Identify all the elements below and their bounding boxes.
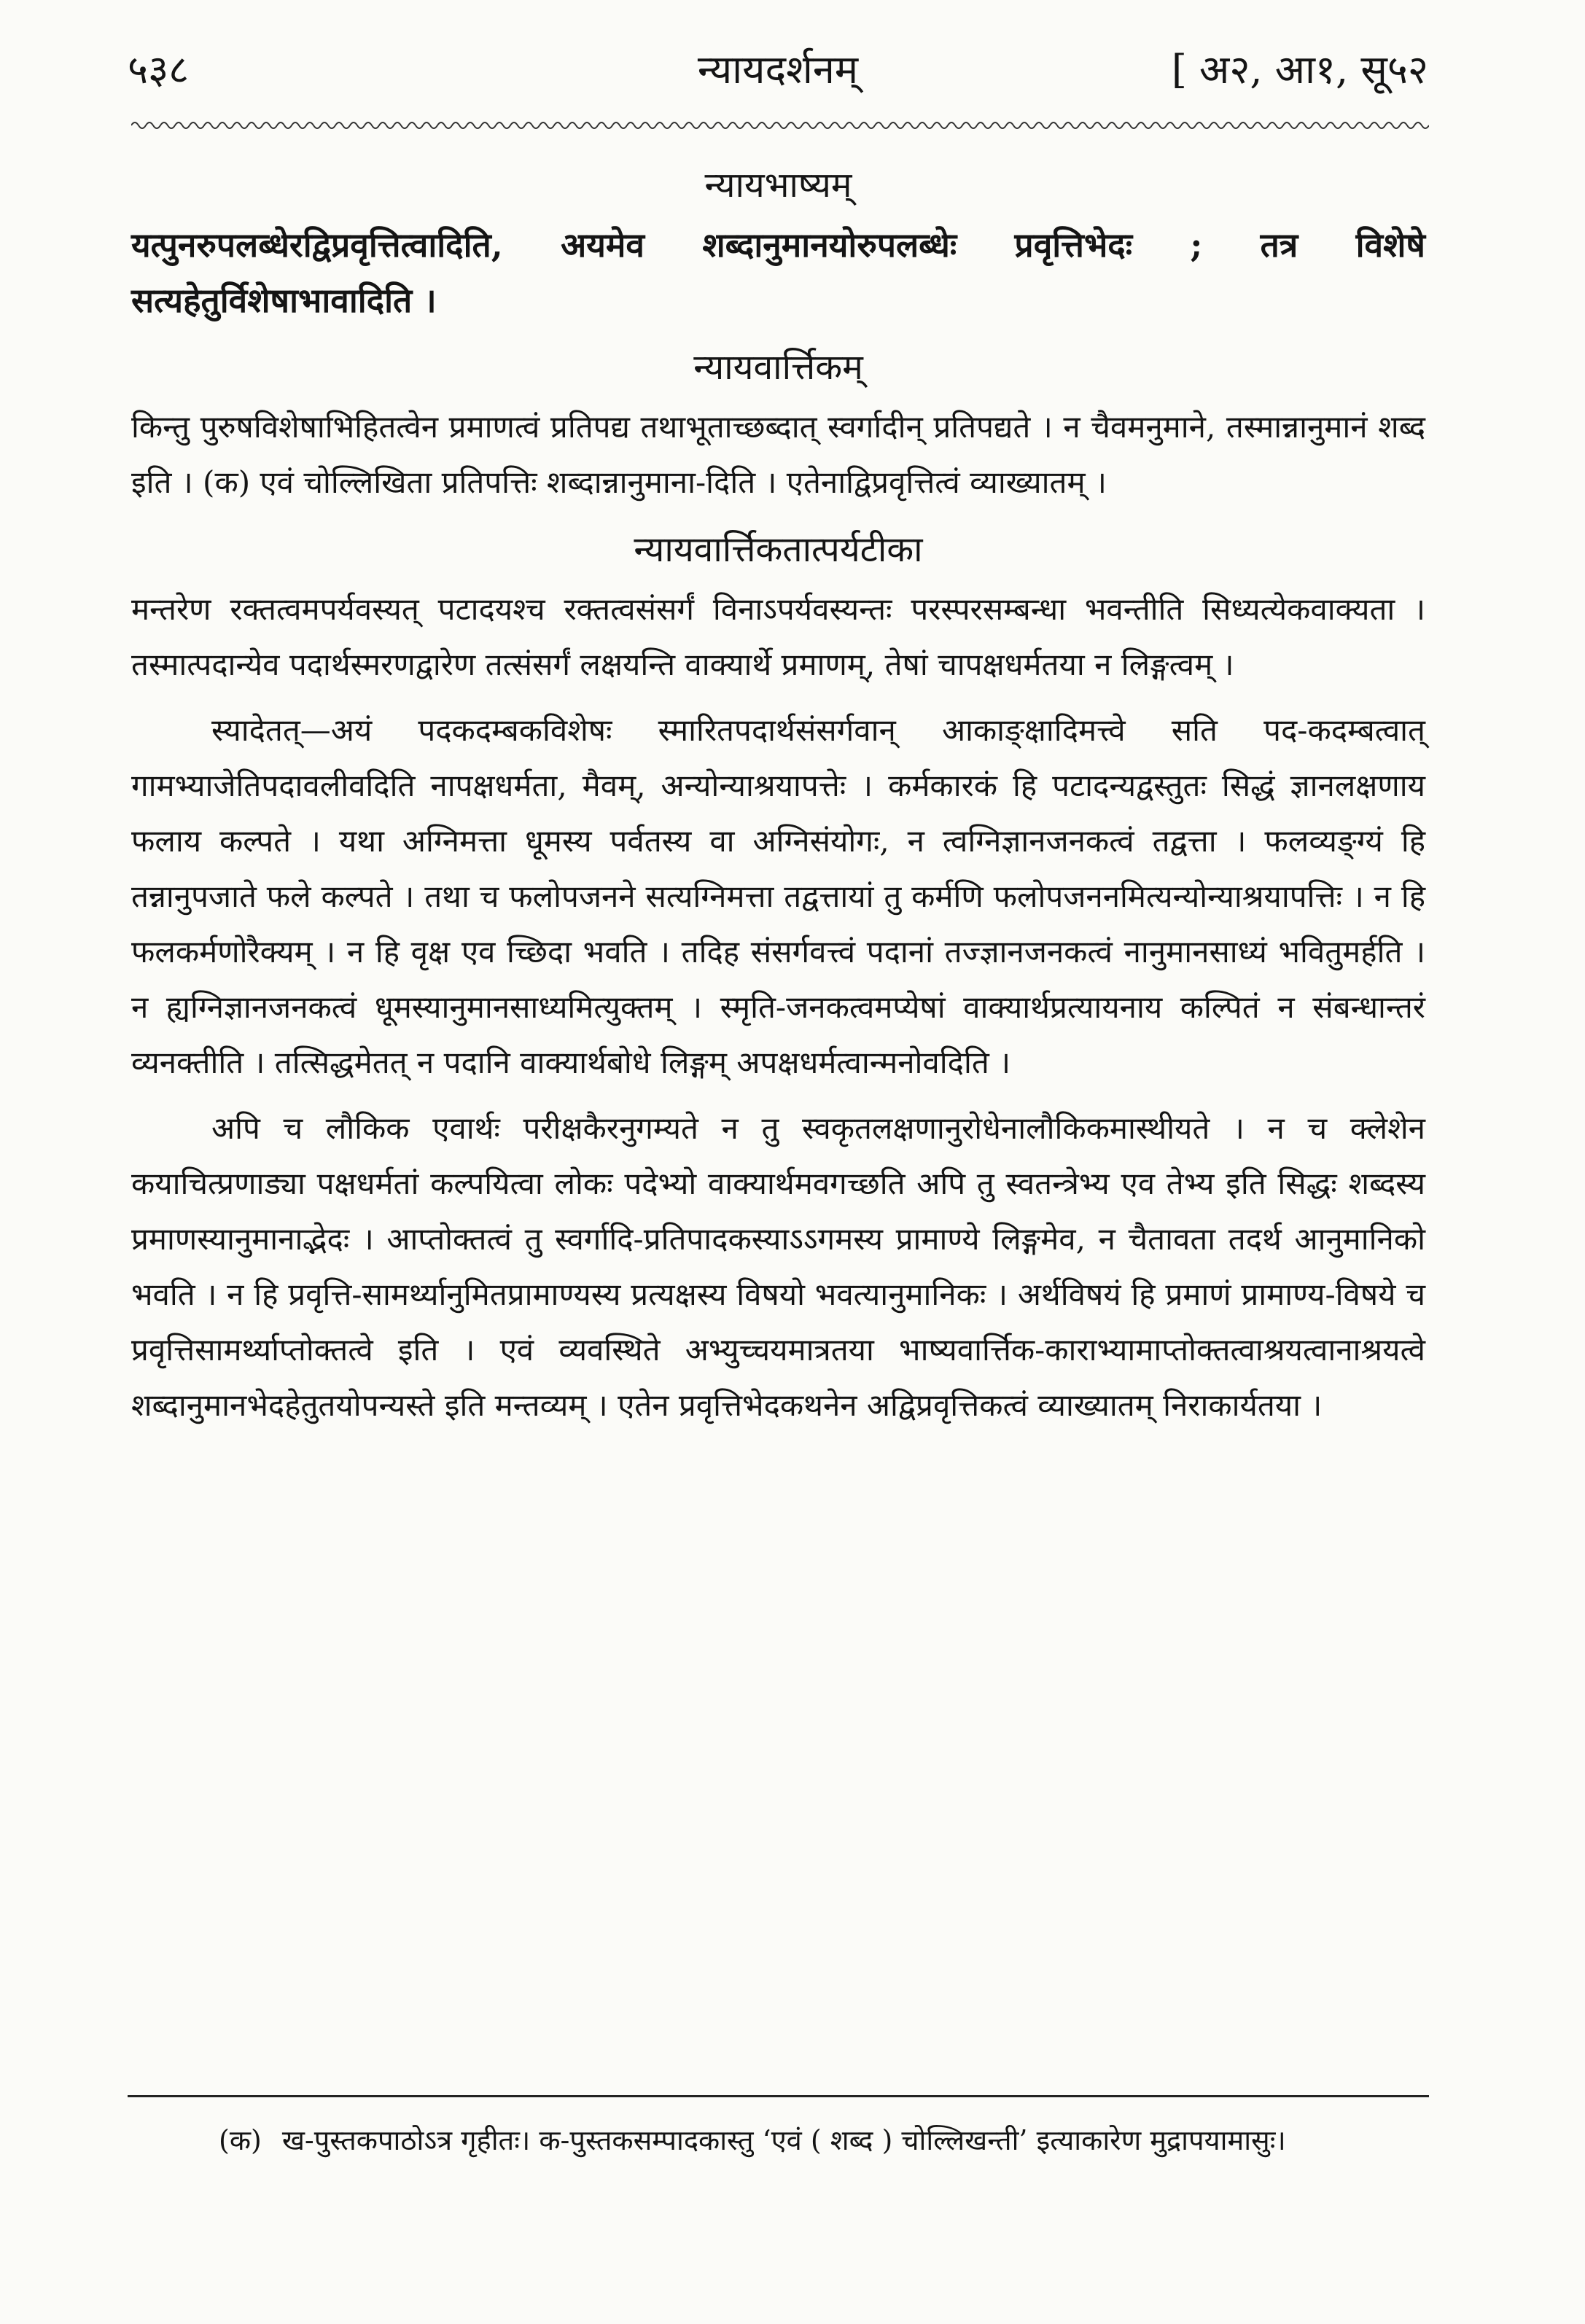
footnote-text: ख-पुस्तकपाठोऽत्र गृहीतः। क-पुस्तकसम्पादकास्तु ‘एवं ( शब्द ) चोल्लिखन्ती’ इत्याकारेण मुद्रापयामासुः। xyxy=(281,2124,1286,2156)
varttika-paragraph: किन्तु पुरुषविशेषाभिहितत्वेन प्रमाणत्वं प्रतिपद्य तथाभूताच्छब्दात् स्वर्गादीन् प्रतिपद्यते । न चैवमनुमाने, तस्मान्नानुमानं शब्द इति । (क) एवं चोल्लिखिता प्रतिपत्तिः शब्दान्नानुमाना-दिति । एतेनाद्विप्रवृत्तित्वं व्याख्यातम् । xyxy=(131,409,1425,500)
footnote-mark: (क) xyxy=(219,2124,262,2156)
section-title-bhashya: न्यायभाष्यम् xyxy=(704,165,852,206)
tika-paragraph-3: अपि च लौकिक एवार्थः परीक्षकैरनुगम्यते न तु स्वकृतलक्षणानुरोधेनालौकिकमास्थीयते । न च क्लेशेन कयाचित्प्रणाड्या पक्षधर्मतां कल्पयित्वा लोकः पदेभ्यो वाक्यार्थमवगच्छति अपि तु स्वतन्त्रेभ्य एव तेभ्य इति सिद्धः शब्दस्य प्रमाणस्यानुमानाद्भेदः । आप्तोक्तत्वं तु स्वर्गादि-प्रतिपादकस्याऽऽगमस्य प्रामाण्ये लिङ्गमेव, न चैतावता तदर्थ आनुमानिको भवति । न हि प्रवृत्ति-सामर्थ्यानुमितप्रामाण्यस्य प्रत्यक्षस्य विषयो भवत्यानुमानिकः । अर्थविषयं हि प्रमाणं प्रामाण्य-विषये च प्रवृत्तिसामर्थ्याप्तोक्तत्वे इति । एवं व्यवस्थिते अभ्युच्चयमात्रतया भाष्यवार्त्तिक-काराभ्यामाप्तोक्तत्वाश्रयत्वानाश्रयत्वे शब्दानुमानभेदहेतुतयोपन्यस्ते इति मन्तव्यम् । एतेन प्रवृत्तिभेदकथनेन अद्विप्रवृत्तिकत्वं व्याख्यातम् निराकार्यतया । xyxy=(131,1110,1425,1423)
footnote xyxy=(131,2114,1425,2167)
tika-paragraph-2: स्यादेतत्—अयं पदकदम्बकविशेषः स्मारितपदार्थसंसर्गवान् आकाङ्क्षादिमत्त्वे सति पद-कदम्बत्वात् गामभ्याजेतिपदावलीवदिति नापक्षधर्मता, मैवम्, अन्योन्याश्रयापत्तेः । कर्मकारकं हि पटादन्यद्वस्तुतः सिद्धं ज्ञानलक्षणाय फलाय कल्पते । यथा अग्निमत्ता धूमस्य पर्वतस्य वा अग्निसंयोगः, न त्वग्निज्ञानजनकत्वं तद्वत्ता । फलव्यङ्ग्यं हि तन्नानुपजाते फले कल्पते । तथा च फलोपजनने सत्यग्निमत्ता तद्वत्तायां तु कर्मणि फलोपजननमित्यन्योन्याश्रयापत्तिः । न हि फलकर्मणोरैक्यम् । न हि वृक्ष एव च्छिदा भवति । तदिह संसर्गवत्त्वं पदानां तज्ज्ञानजनकत्वं नानुमानसाध्यं भवितुमर्हति । न ह्यग्निज्ञानजनकत्वं धूमस्यानुमानसाध्यमित्युक्तम् । स्मृति-जनकत्वमप्येषां वाक्यार्थप्रत्यायनाय कल्पितं न संबन्धान्तरं व्यनक्तीति । तत्सिद्धमेतत् न पदानि वाक्यार्थबोधे लिङ्गम् अपक्षधर्मत्वान्मनोवदिति । xyxy=(131,712,1425,1080)
main-text xyxy=(131,146,1425,1433)
running-header xyxy=(128,35,1428,101)
section-title-varttika: न्यायवार्त्तिकम् xyxy=(693,347,863,388)
header-wavy-rule xyxy=(131,117,1429,134)
bhashya-paragraph: यत्पुनरुपलब्धेरद्विप्रवृत्तित्वादिति, अयमेव शब्दानुमानयोरुपलब्धेः प्रवृत्तिभेदः ; तत्र विशेषे सत्यहेतुर्विशेषाभावादिति । xyxy=(131,225,1425,320)
page-number: ५३८ xyxy=(128,47,190,93)
section-title-tika: न्यायवार्त्तिकतात्पर्यटीका xyxy=(634,529,923,570)
tika-paragraph-1: मन्तरेण रक्तत्वमपर्यवस्यत् पटादयश्च रक्तत्वसंसर्गं विनाऽपर्यवस्यन्तः परस्परसम्बन्धा भवन्तीति सिध्यत्येकवाक्यता । तस्मात्पदान्येव पदार्थस्मरणद्वारेण तत्संसर्गं लक्षयन्ति वाक्यार्थे प्रमाणम्, तेषां चापक्षधर्मतया न लिङ्गत्वम् । xyxy=(131,591,1425,682)
chapter-reference: [ अ२, आ१, सू५२ xyxy=(1171,47,1428,93)
running-title: न्यायदर्शनम् xyxy=(697,47,859,93)
footnote-rule xyxy=(128,2095,1429,2097)
